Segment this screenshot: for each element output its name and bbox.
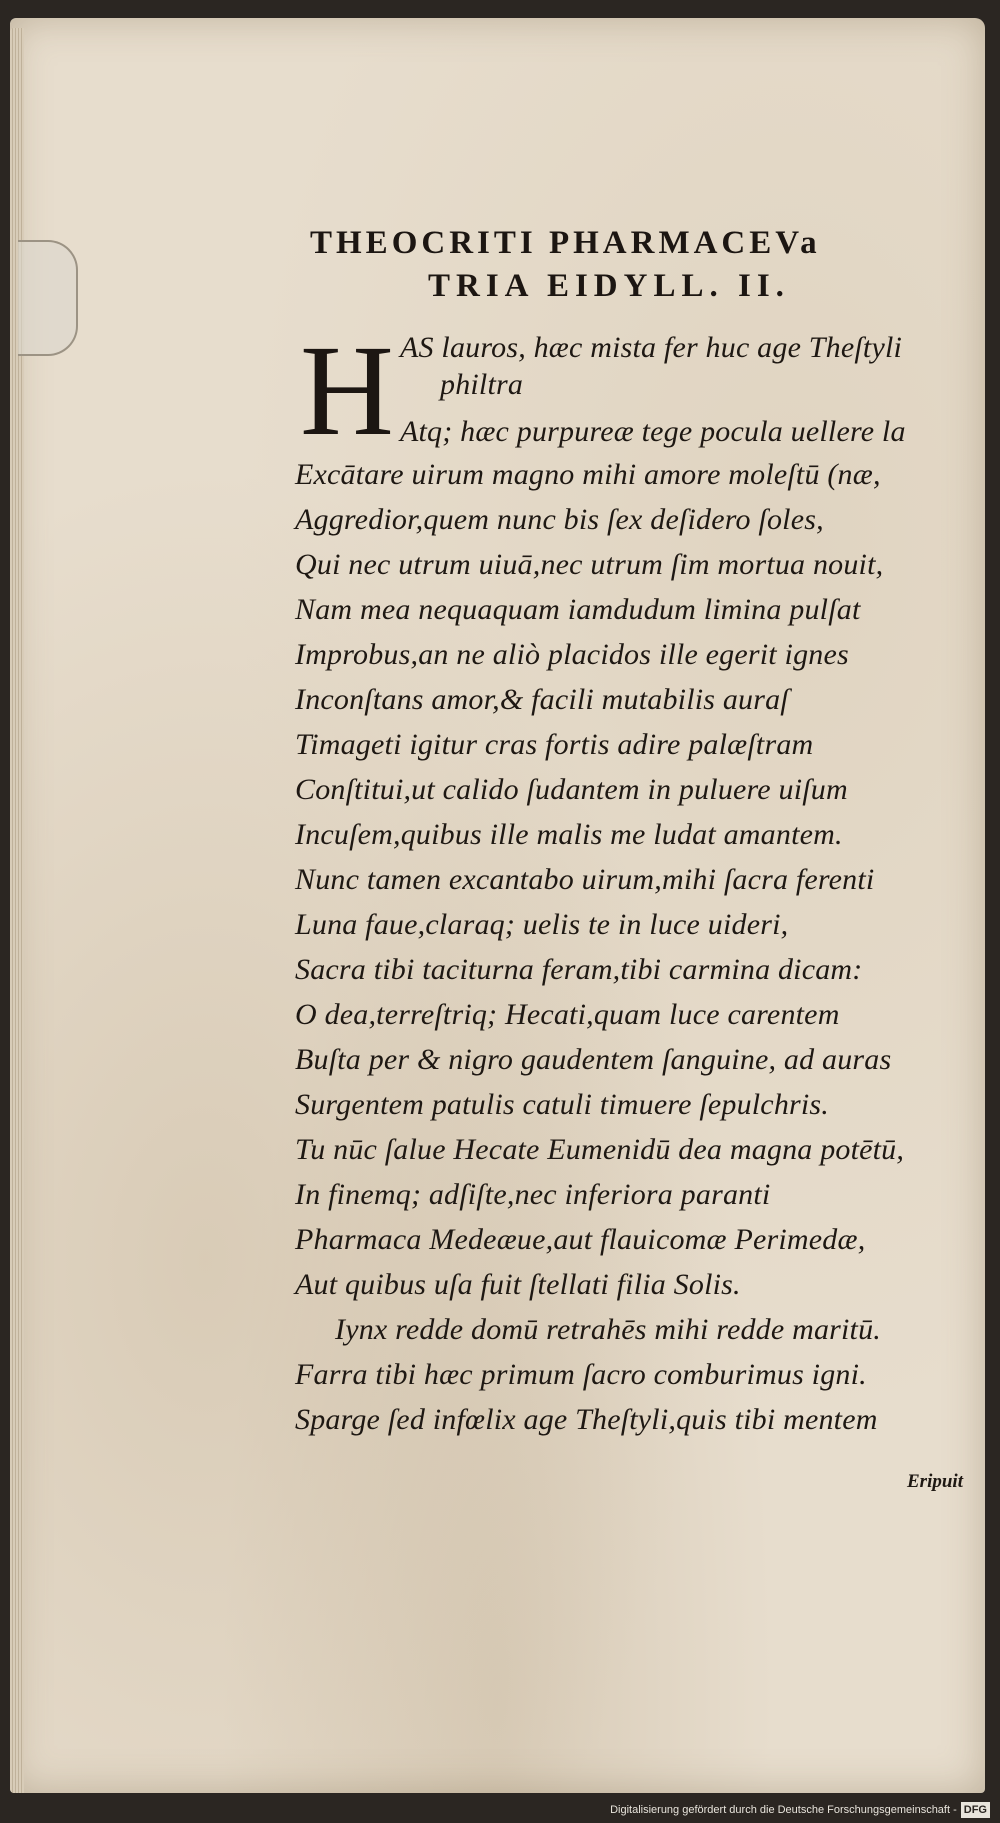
text-line: philtra [440, 368, 524, 401]
text-line: Farra tibi hæc primum ſacro comburimus igni. [295, 1358, 867, 1391]
text-line: Tu nūc ſalue Hecate Eumenidū dea magna potētū, [295, 1133, 905, 1166]
text-line: Nam mea nequaquam iamdudum limina pulſat [295, 593, 861, 626]
text-line: AS lauros, hæc mista fer huc age Theſtyli [400, 331, 903, 364]
text-line: Conſtitui,ut calido ſudantem in puluere uiſum [295, 773, 848, 806]
text-line: Aggredior,quem nunc bis ſex deſidero ſoles, [295, 503, 824, 536]
text-line: Timageti igitur cras fortis adire palæſtram [295, 728, 814, 761]
text-line: Atq; hæc purpureæ tege pocula uellere la [400, 415, 906, 448]
drop-capital: H [300, 319, 394, 463]
page-tab-marker [18, 240, 78, 356]
page-title-line-1: THEOCRITI PHARMACEVa [310, 225, 821, 261]
text-line: O dea,terreſtriq; Hecati,quam luce carentem [295, 998, 840, 1031]
footer-credit [610, 1800, 990, 1820]
text-line: Excātare uirum magno mihi amore moleſtū (næ, [295, 458, 881, 491]
text-line: Nunc tamen excantabo uirum,mihi ſacra ferenti [295, 863, 875, 896]
text-line: Surgentem patulis catuli timuere ſepulchris. [295, 1088, 830, 1121]
text-line: Buſta per & nigro gaudentem ſanguine, ad auras [295, 1043, 892, 1076]
text-line: Luna faue,claraq; uelis te in luce uideri, [295, 908, 789, 941]
dfg-logo: DFG [961, 1802, 990, 1818]
text-line: Inconſtans amor,& facili mutabilis auraſ [295, 683, 789, 716]
text-line: Incuſem,quibus ille malis me ludat amantem. [295, 818, 843, 851]
text-line: Qui nec utrum uiuā,nec utrum ſim mortua nouit, [295, 548, 884, 581]
text-line: Sparge ſed infœlix age Theſtyli,quis tibi mentem [295, 1403, 878, 1436]
text-line: Iynx redde domū retrahēs mihi redde maritū. [335, 1313, 881, 1346]
catchword: Eripuit [907, 1471, 963, 1492]
text-line: Sacra tibi taciturna feram,tibi carmina dicam: [295, 953, 863, 986]
text-line: In finemq; adſiſte,nec inferiora paranti [295, 1178, 771, 1211]
text-line: Aut quibus uſa fuit ſtellati filia Solis. [295, 1268, 741, 1301]
page-title-line-2: TRIA EIDYLL. II. [428, 268, 790, 304]
footer-credit-text: Digitalisierung gefördert durch die Deutsche Forschungsgemeinschaft - [610, 1804, 957, 1816]
text-line: Improbus,an ne aliò placidos ille egerit ignes [295, 638, 849, 671]
text-line: Pharmaca Medeæue,aut flauicomæ Perimedæ, [295, 1223, 866, 1256]
book-page [10, 18, 985, 1793]
